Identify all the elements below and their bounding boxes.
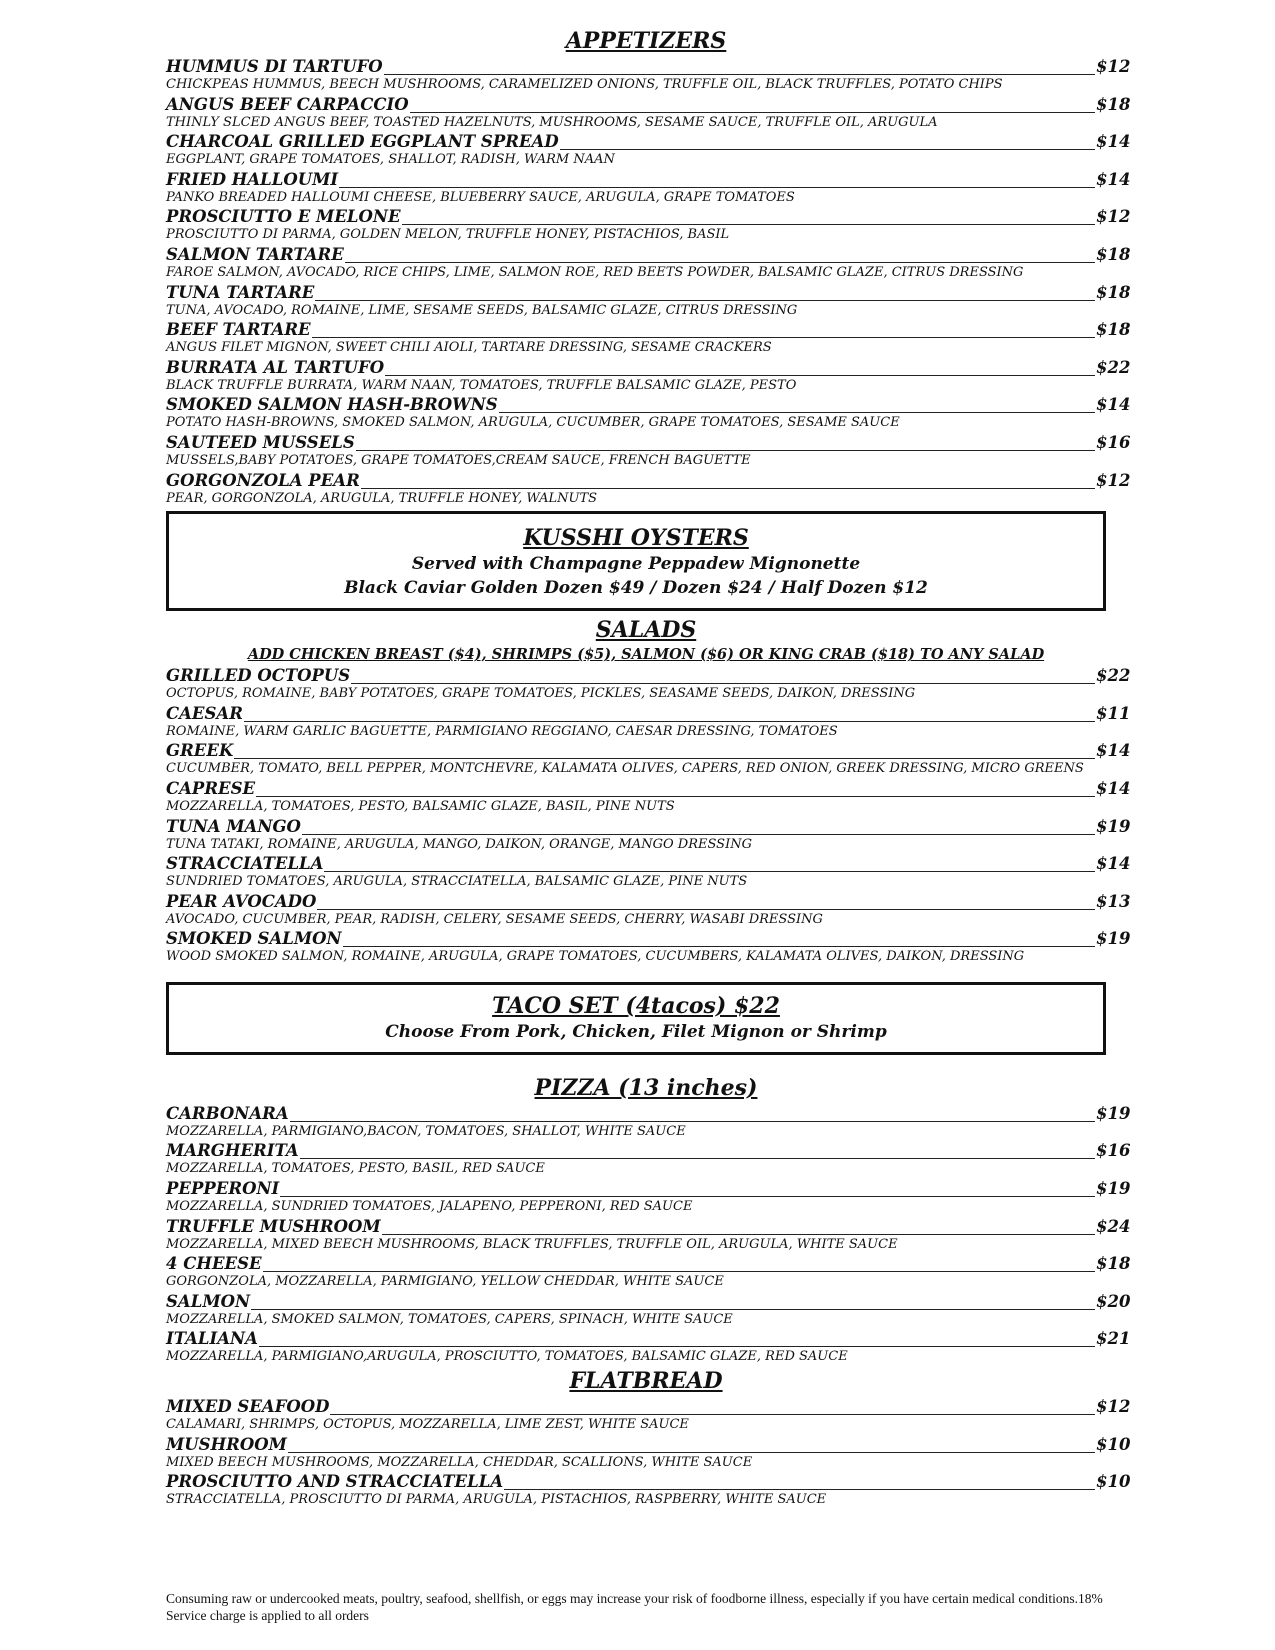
menu-item-leader xyxy=(382,1234,1095,1235)
menu-item-line xyxy=(166,56,1131,77)
menu-item-leader xyxy=(384,74,1095,75)
menu-item-description: MOZZARELLA, SMOKED SALMON, TOMATOES, CAPERS, SPINACH, WHITE SAUCE xyxy=(166,1311,733,1327)
salads-subtitle: ADD CHICKEN BREAST ($4), SHRIMPS ($5), SALMON ($6) OR KING CRAB ($18) TO ANY SALAD xyxy=(247,646,1045,664)
menu-item-line xyxy=(166,394,1131,415)
menu-item xyxy=(166,853,1131,891)
menu-item-name: SMOKED SALMON HASH-BROWNS xyxy=(166,395,498,415)
taco-line-1: Choose From Pork, Chicken, Filet Mignon or Shrimp xyxy=(385,1021,887,1042)
menu-item-price: $12 xyxy=(1096,57,1131,76)
menu-item-price: $10 xyxy=(1096,1434,1131,1454)
menu-item-price: $11 xyxy=(1096,703,1131,723)
menu-item xyxy=(166,928,1131,966)
menu-item-leader xyxy=(263,1271,1095,1272)
menu-item-name: SAUTEED MUSSELS xyxy=(166,432,355,452)
menu-item xyxy=(166,1434,1131,1472)
menu-item xyxy=(166,816,1131,854)
menu-item-name: GORGONZOLA PEAR xyxy=(166,470,360,490)
menu-item-leader xyxy=(317,909,1095,910)
appetizers-title: APPETIZERS xyxy=(565,28,727,54)
menu-item-price: $19 xyxy=(1096,1103,1131,1123)
menu-item-description: MOZZARELLA, PARMIGIANO,ARUGULA, PROSCIUTTO, TOMATOES, BALSAMIC GLAZE, RED SAUCE xyxy=(166,1349,848,1365)
menu-item-price: $13 xyxy=(1096,891,1131,911)
menu-item-line xyxy=(166,1253,1131,1274)
menu-item-line xyxy=(166,357,1131,378)
menu-item-line xyxy=(166,853,1131,874)
menu-item-price: $14 xyxy=(1096,132,1131,152)
menu-item-leader xyxy=(361,488,1095,489)
menu-item-leader xyxy=(343,946,1095,947)
menu-item-leader xyxy=(345,262,1095,263)
menu-item-leader xyxy=(300,1158,1095,1159)
menu-item-name: CAPRESE xyxy=(166,778,256,798)
menu-item-description: POTATO HASH-BROWNS, SMOKED SALMON, ARUGULA, CUCUMBER, GRAPE TOMATOES, SESAME SAUCE xyxy=(166,415,900,431)
menu-item-description: ROMAINE, WARM GARLIC BAGUETTE, PARMIGIANO REGGIANO, CAESAR DRESSING, TOMATOES xyxy=(166,723,838,739)
menu-item-name: 4 CHEESE xyxy=(166,1254,262,1274)
menu-item-name: GREEK xyxy=(166,741,234,761)
menu-item-line xyxy=(166,703,1131,724)
menu-item-leader xyxy=(315,300,1095,301)
menu-item xyxy=(166,1328,1131,1366)
menu-item-line xyxy=(166,1434,1131,1455)
menu-item-price: $14 xyxy=(1096,741,1131,761)
flatbread-title: FLATBREAD xyxy=(569,1368,723,1395)
menu-item-leader xyxy=(251,1309,1095,1310)
menu-item xyxy=(166,357,1131,395)
menu-item-price: $18 xyxy=(1096,320,1131,340)
menu-item xyxy=(166,665,1131,703)
menu-item-line xyxy=(166,665,1131,686)
menu-item-price: $22 xyxy=(1096,357,1131,377)
salads-title: SALADS xyxy=(595,617,697,644)
menu-item-description: MOZZARELLA, TOMATOES, PESTO, BASIL, RED SAUCE xyxy=(166,1161,545,1177)
menu-item-line xyxy=(166,1291,1131,1312)
menu-item xyxy=(166,891,1131,929)
menu-item xyxy=(166,169,1131,207)
menu-item-price: $14 xyxy=(1096,854,1131,874)
menu-item xyxy=(166,56,1131,94)
menu-item xyxy=(166,778,1131,816)
menu-item-description: ANGUS FILET MIGNON, SWEET CHILI AIOLI, TARTARE DRESSING, SESAME CRACKERS xyxy=(166,340,772,356)
menu-item-description: MUSSELS,BABY POTATOES, GRAPE TOMATOES,CREAM SAUCE, FRENCH BAGUETTE xyxy=(166,452,751,468)
menu-item xyxy=(166,1253,1131,1291)
menu-item-price: $14 xyxy=(1096,778,1131,798)
menu-item-line xyxy=(166,244,1131,265)
menu-item-leader xyxy=(244,721,1095,722)
taco-title: TACO SET (4tacos) $22 xyxy=(492,992,780,1019)
menu-item-leader xyxy=(356,450,1095,451)
pizza-title: PIZZA (13 inches) xyxy=(534,1074,758,1101)
menu-item-price: $14 xyxy=(1096,169,1131,189)
menu-item-line xyxy=(166,740,1131,761)
menu-item-leader xyxy=(259,1346,1095,1347)
menu-item-leader xyxy=(402,224,1095,225)
appetizers-list xyxy=(166,56,1131,507)
menu-item xyxy=(166,1178,1131,1216)
menu-item-line xyxy=(166,1140,1131,1161)
menu-item-line xyxy=(166,816,1131,837)
menu-item-name: PEAR AVOCADO xyxy=(166,891,317,911)
menu-item xyxy=(166,1396,1131,1434)
menu-item-line xyxy=(166,169,1131,190)
menu-item-line xyxy=(166,891,1131,912)
menu-item-price: $14 xyxy=(1096,395,1131,415)
menu-item-description: FAROE SALMON, AVOCADO, RICE CHIPS, LIME, SALMON ROE, RED BEETS POWDER, BALSAMIC GLAZE, CITRUS DRESSING xyxy=(166,264,1024,280)
menu-item-leader xyxy=(256,796,1095,797)
menu-item-price: $19 xyxy=(1096,816,1131,836)
menu-item-name: ANGUS BEEF CARPACCIO xyxy=(166,94,409,114)
menu-item xyxy=(166,244,1131,282)
menu-item-line xyxy=(166,206,1131,227)
menu-item xyxy=(166,1216,1131,1254)
menu-item-line xyxy=(166,131,1131,152)
menu-item-line xyxy=(166,778,1131,799)
menu-item-leader xyxy=(288,1452,1095,1453)
menu-item-leader xyxy=(290,1121,1095,1122)
menu-item-price: $16 xyxy=(1096,432,1131,452)
flatbread-list xyxy=(166,1396,1131,1509)
menu-item-price: $19 xyxy=(1096,1179,1131,1199)
menu-item-leader xyxy=(280,1196,1095,1197)
menu-item xyxy=(166,1140,1131,1178)
menu-item-description: PEAR, GORGONZOLA, ARUGULA, TRUFFLE HONEY, WALNUTS xyxy=(166,490,598,506)
menu-item-description: STRACCIATELLA, PROSCIUTTO DI PARMA, ARUGULA, PISTACHIOS, RASPBERRY, WHITE SAUCE xyxy=(166,1492,827,1508)
menu-item-name: ITALIANA xyxy=(166,1329,258,1349)
menu-item xyxy=(166,1291,1131,1329)
menu-item-price: $19 xyxy=(1096,929,1131,949)
menu-item-leader xyxy=(560,149,1095,150)
menu-item-price: $16 xyxy=(1096,1141,1131,1161)
oysters-line-1: Served with Champagne Peppadew Mignonette xyxy=(411,554,861,575)
menu-item-price: $10 xyxy=(1096,1472,1131,1492)
taco-box xyxy=(166,982,1106,1055)
menu-item xyxy=(166,282,1131,320)
menu-item-description: SUNDRIED TOMATOES, ARUGULA, STRACCIATELLA, BALSAMIC GLAZE, PINE NUTS xyxy=(166,874,748,890)
pizza-list xyxy=(166,1103,1131,1366)
menu-item-price: $12 xyxy=(1096,470,1131,490)
menu-item-name: MARGHERITA xyxy=(166,1141,299,1161)
menu-item-price: $22 xyxy=(1096,666,1131,686)
menu-item-name: SALMON xyxy=(166,1291,251,1311)
menu-item-line xyxy=(166,928,1131,949)
menu-item-name: BEEF TARTARE xyxy=(166,320,311,340)
menu-item-price: $18 xyxy=(1096,282,1131,302)
menu-item-name: CHARCOAL GRILLED EGGPLANT SPREAD xyxy=(166,132,559,152)
menu-item-name: HUMMUS DI TARTUFO xyxy=(166,57,383,76)
menu-item xyxy=(166,1471,1131,1509)
menu-item-price: $24 xyxy=(1096,1216,1131,1236)
menu-item-description: MOZZARELLA, PARMIGIANO,BACON, TOMATOES, SHALLOT, WHITE SAUCE xyxy=(166,1123,686,1139)
menu-item-leader xyxy=(324,871,1095,872)
menu-page xyxy=(166,26,1131,1509)
menu-item-line xyxy=(166,1396,1131,1417)
menu-item-name: PROSCIUTTO AND STRACCIATELLA xyxy=(166,1472,504,1492)
menu-item-line xyxy=(166,432,1131,453)
oysters-box xyxy=(166,511,1106,611)
menu-item-leader xyxy=(351,683,1095,684)
menu-item-leader xyxy=(410,112,1095,113)
menu-item xyxy=(166,394,1131,432)
menu-item xyxy=(166,131,1131,169)
menu-item-line xyxy=(166,282,1131,303)
menu-item-name: TRUFFLE MUSHROOM xyxy=(166,1216,381,1236)
disclaimer: Consuming raw or undercooked meats, poultry, seafood, shellfish, or eggs may increase your risk of foodborne illness, especially if you have certain medical conditions.18% Service charge is applied to all orders xyxy=(166,1591,1103,1623)
menu-item-name: TUNA TARTARE xyxy=(166,282,315,302)
menu-item-description: BLACK TRUFFLE BURRATA, WARM NAAN, TOMATOES, TRUFFLE BALSAMIC GLAZE, PESTO xyxy=(166,377,797,393)
menu-item-name: MIXED SEAFOOD xyxy=(166,1397,330,1417)
salads-list xyxy=(166,665,1131,966)
menu-item-description: PROSCIUTTO DI PARMA, GOLDEN MELON, TRUFFLE HONEY, PISTACHIOS, BASIL xyxy=(166,227,730,243)
menu-item-description: CALAMARI, SHRIMPS, OCTOPUS, MOZZARELLA, LIME ZEST, WHITE SAUCE xyxy=(166,1417,689,1433)
menu-item-name: CAESAR xyxy=(166,703,243,723)
menu-item-name: FRIED HALLOUMI xyxy=(166,169,339,189)
menu-item-line xyxy=(166,1103,1131,1124)
oysters-line-2: Black Caviar Golden Dozen $49 / Dozen $24 / Half Dozen $12 xyxy=(344,578,928,599)
menu-item-price: $12 xyxy=(1096,1397,1131,1417)
menu-item-line xyxy=(166,470,1131,491)
menu-item xyxy=(166,94,1131,132)
menu-item-price: $18 xyxy=(1096,244,1131,264)
menu-item-description: CUCUMBER, TOMATO, BELL PEPPER, MONTCHEVRE, KALAMATA OLIVES, CAPERS, RED ONION, GREEK DRESSING, MICRO GREENS xyxy=(166,761,1084,777)
menu-item-leader xyxy=(339,187,1095,188)
menu-item xyxy=(166,470,1131,508)
menu-item xyxy=(166,206,1131,244)
menu-item-description: GORGONZOLA, MOZZARELLA, PARMIGIANO, YELLOW CHEDDAR, WHITE SAUCE xyxy=(166,1274,724,1290)
menu-item-name: PROSCIUTTO E MELONE xyxy=(166,207,401,227)
menu-item-line xyxy=(166,1178,1131,1199)
menu-item-description: MOZZARELLA, TOMATOES, PESTO, BALSAMIC GLAZE, BASIL, PINE NUTS xyxy=(166,798,675,814)
menu-item-line xyxy=(166,1328,1131,1349)
menu-item-description: MIXED BEECH MUSHROOMS, MOZZARELLA, CHEDDAR, SCALLIONS, WHITE SAUCE xyxy=(166,1454,753,1470)
menu-item-price: $20 xyxy=(1096,1291,1131,1311)
menu-item-leader xyxy=(504,1489,1095,1490)
menu-item xyxy=(166,740,1131,778)
menu-item-description: EGGPLANT, GRAPE TOMATOES, SHALLOT, RADISH, WARM NAAN xyxy=(166,152,615,168)
menu-item xyxy=(166,1103,1131,1141)
menu-item-description: THINLY SLCED ANGUS BEEF, TOASTED HAZELNUTS, MUSHROOMS, SESAME SAUCE, TRUFFLE OIL, ARUGULA xyxy=(166,114,938,130)
menu-item-name: PEPPERONI xyxy=(166,1179,280,1199)
menu-item-price: $18 xyxy=(1096,94,1131,114)
menu-item-price: $18 xyxy=(1096,1254,1131,1274)
menu-item-name: BURRATA AL TARTUFO xyxy=(166,357,385,377)
menu-item xyxy=(166,319,1131,357)
menu-item-line xyxy=(166,1471,1131,1492)
menu-item-line xyxy=(166,94,1131,115)
menu-item-name: TUNA MANGO xyxy=(166,816,301,836)
menu-item-leader xyxy=(302,834,1095,835)
menu-item xyxy=(166,703,1131,741)
menu-item-name: CARBONARA xyxy=(166,1103,289,1123)
menu-item-line xyxy=(166,319,1131,340)
menu-item-name: SALMON TARTARE xyxy=(166,244,344,264)
menu-item-price: $12 xyxy=(1096,207,1131,227)
menu-item-description: TUNA TATAKI, ROMAINE, ARUGULA, MANGO, DAIKON, ORANGE, MANGO DRESSING xyxy=(166,836,752,852)
menu-item-leader xyxy=(312,337,1095,338)
menu-item-description: TUNA, AVOCADO, ROMAINE, LIME, SESAME SEEDS, BALSAMIC GLAZE, CITRUS DRESSING xyxy=(166,302,798,318)
menu-item-description: PANKO BREADED HALLOUMI CHEESE, BLUEBERRY SAUCE, ARUGULA, GRAPE TOMATOES xyxy=(166,189,795,205)
menu-item-name: STRACCIATELLA xyxy=(166,854,324,874)
oysters-title: KUSSHI OYSTERS xyxy=(523,525,749,552)
menu-item-description: OCTOPUS, ROMAINE, BABY POTATOES, GRAPE TOMATOES, PICKLES, SEASAME SEEDS, DAIKON, DRESSING xyxy=(166,686,916,702)
menu-item-description: MOZZARELLA, SUNDRIED TOMATOES, JALAPENO, PEPPERONI, RED SAUCE xyxy=(166,1199,693,1215)
menu-item-description: WOOD SMOKED SALMON, ROMAINE, ARUGULA, GRAPE TOMATOES, CUCUMBERS, KALAMATA OLIVES, DAIKON, DRESSING xyxy=(166,949,1025,965)
menu-item xyxy=(166,432,1131,470)
menu-item-name: MUSHROOM xyxy=(166,1434,287,1454)
menu-item-leader xyxy=(234,758,1095,759)
menu-item-leader xyxy=(385,375,1095,376)
menu-item-line xyxy=(166,1216,1131,1237)
menu-item-price: $21 xyxy=(1096,1329,1131,1349)
menu-item-name: SMOKED SALMON xyxy=(166,929,342,949)
menu-item-leader xyxy=(499,412,1095,413)
menu-item-name: GRILLED OCTOPUS xyxy=(166,666,351,686)
menu-item-description: CHICKPEAS HUMMUS, BEECH MUSHROOMS, CARAMELIZED ONIONS, TRUFFLE OIL, BLACK TRUFFLES, POTATO CHIPS xyxy=(166,77,1003,92)
menu-item-description: MOZZARELLA, MIXED BEECH MUSHROOMS, BLACK TRUFFLES, TRUFFLE OIL, ARUGULA, WHITE SAUCE xyxy=(166,1236,898,1252)
menu-item-description: AVOCADO, CUCUMBER, PEAR, RADISH, CELERY, SESAME SEEDS, CHERRY, WASABI DRESSING xyxy=(166,911,823,927)
menu-item-leader xyxy=(330,1414,1095,1415)
